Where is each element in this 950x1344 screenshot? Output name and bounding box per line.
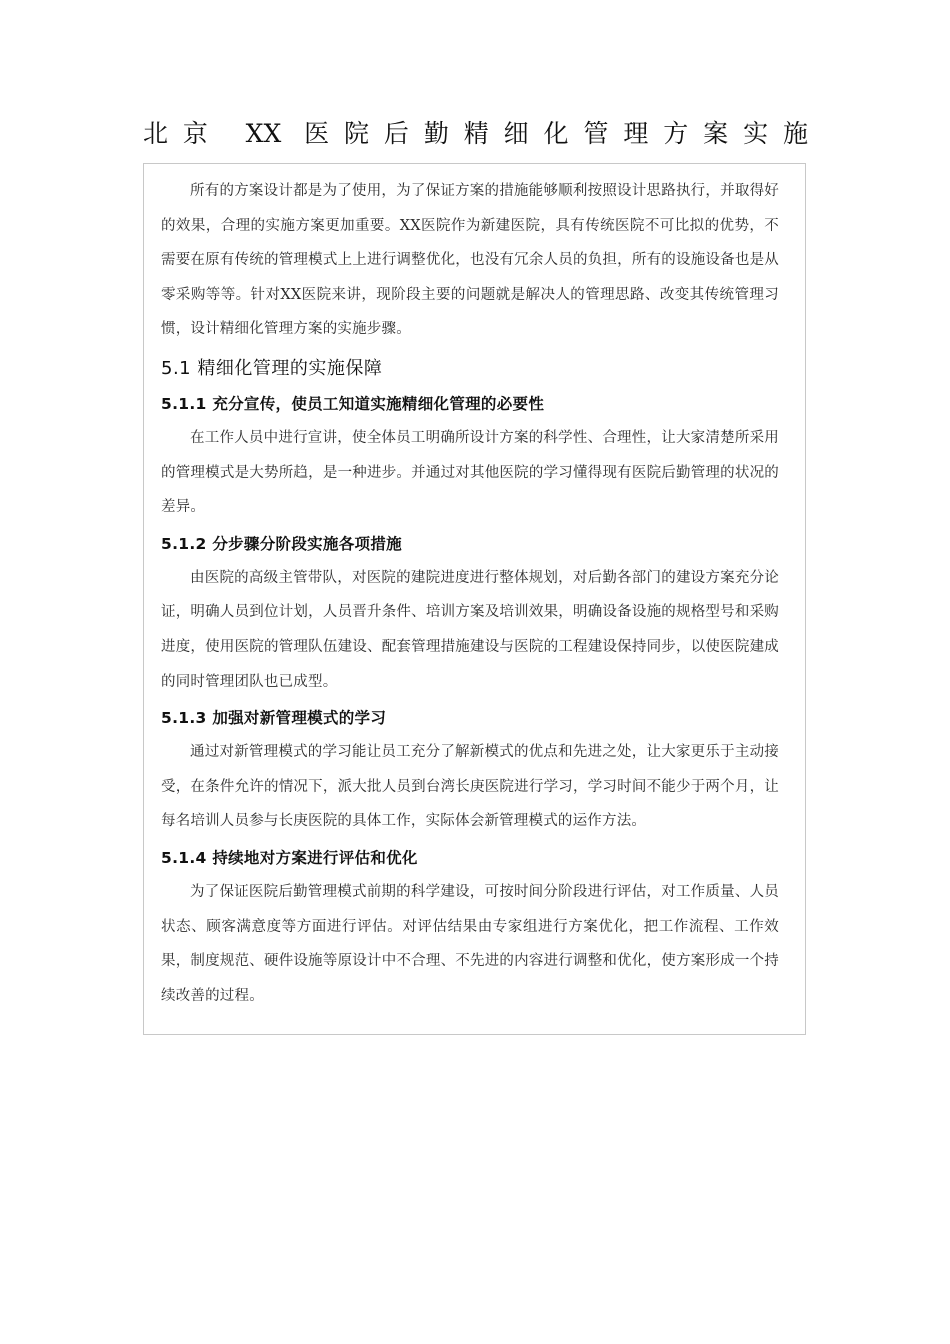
subsection-heading-5-1-1: 5.1.1 充分宣传，使员工知道实施精细化管理的必要性 [161,394,545,413]
subsection-heading-5-1-3: 5.1.3 加强对新管理模式的学习 [161,709,387,728]
subsection-heading-5-1-2: 5.1.2 分步骤分阶段实施各项措施 [161,534,402,553]
intro-paragraph: 所有的方案设计都是为了使用，为了保证方案的措施能够顺利按照设计思路执行，并取得好的效果，合理的实施方案更加重要。XX医院作为新建医院，具有传统医院不可比拟的优势，不需要在原有传统的管理模式上上进行调整优化，也没有冗余人员的负担，所有的设施设备也是从零采购等等。针对XX医院来讲，现阶段主要的问题就是解决人的管理思路、改变其传统管理习惯，设计精细化管理方案的实施步骤。 [161,183,779,338]
subsection-body-5-1-4: 为了保证医院后勤管理模式前期的科学建设，可按时间分阶段进行评估，对工作质量、人员状态、顾客满意度等方面进行评估。对评估结果由专家组进行方案优化，把工作流程、工作效果，制度规范、硬件设施等原设计中不合理、不先进的内容进行调整和优化，使方案形成一个持续改善的过程。 [161,883,779,1004]
document-title: 北京 XX 医院后勤精细化管理方案实施 [143,119,808,148]
subsection-heading-5-1-4: 5.1.4 持续地对方案进行评估和优化 [161,848,418,867]
content-box [143,163,806,1035]
subsection-body-5-1-2: 由医院的高级主管带队，对医院的建院进度进行整体规划，对后勤各部门的建设方案充分论证，明确人员到位计划，人员晋升条件、培训方案及培训效果，明确设备设施的规格型号和采购进度，使用医院的管理队伍建设、配套管理措施建设与医院的工程建设保持同步，以使医院建成的同时管理团队也已成型。 [161,569,779,690]
subsection-body-5-1-3: 通过对新管理模式的学习能让员工充分了解新模式的优点和先进之处，让大家更乐于主动接受，在条件允许的情况下，派大批人员到台湾长庚医院进行学习，学习时间不能少于两个月，让每名培训人员参与长庚医院的具体工作，实际体会新管理模式的运作方法。 [161,744,779,830]
section-heading: 5.1 精细化管理的实施保障 [161,357,383,379]
subsection-body-5-1-1: 在工作人员中进行宣讲，使全体员工明确所设计方案的科学性、合理性，让大家清楚所采用的管理模式是大势所趋，是一种进步。并通过对其他医院的学习懂得现有医院后勤管理的状况的差异。 [161,429,779,516]
